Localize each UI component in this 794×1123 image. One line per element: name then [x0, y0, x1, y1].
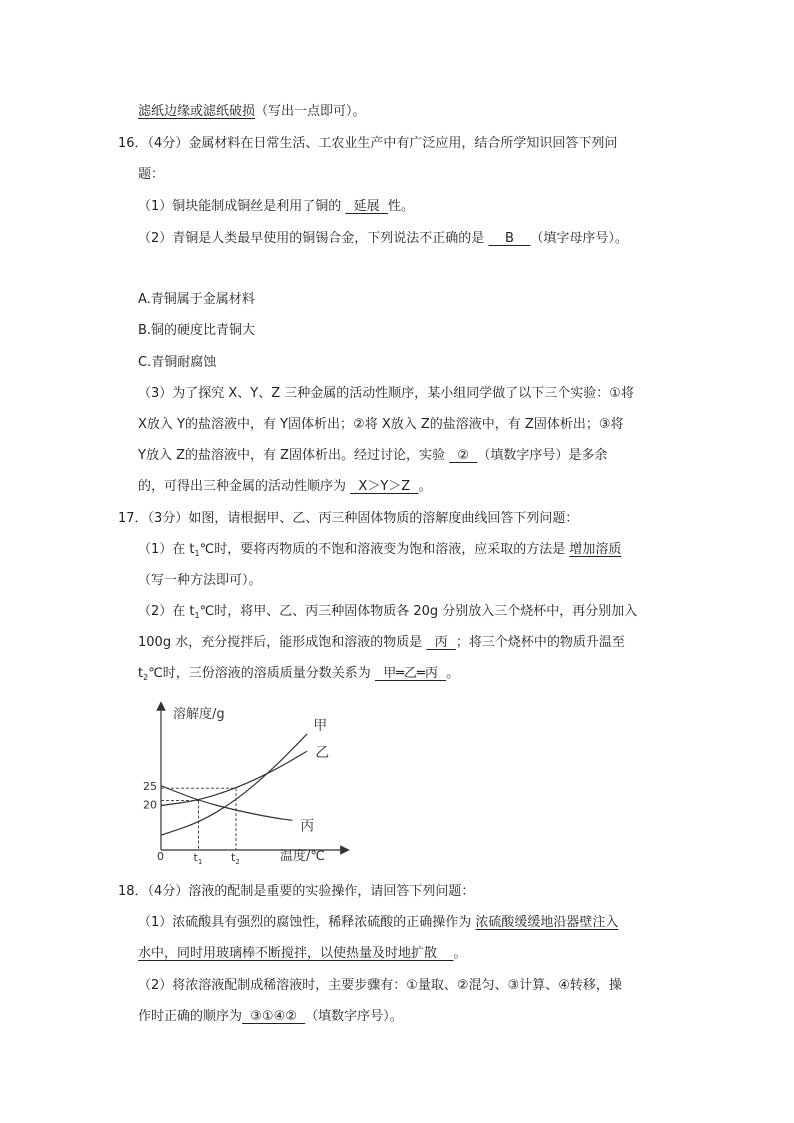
q17-part1-line2: （写一种方法即可）。	[138, 573, 262, 588]
q16-stem	[118, 135, 617, 153]
q16-part3-line1: （3）为了探究 X、Y、Z 三种金属的活动性顺序，某小组同学做了以下三个实验：①将	[138, 386, 634, 401]
q16-option-a: A.青铜属于金属材料	[138, 292, 255, 307]
q16-option-b: B.铜的硬度比青铜大	[138, 323, 256, 338]
q16-part1	[138, 198, 414, 216]
q16-part2-text: （2）青铜是人类最早使用的铜锡合金，下列说法不正确的是	[138, 231, 485, 246]
q15-answer-suffix: （写出一点即可）。	[255, 104, 366, 119]
q17-part2-line3-sub: 2	[143, 673, 149, 682]
q16-option-c: C.青铜耐腐蚀	[138, 355, 217, 370]
q17-part2-text-a: （2）在 t	[138, 604, 195, 619]
solubility-chart	[140, 700, 350, 870]
dashed-guides	[161, 788, 236, 850]
q17-part2-line3-text: ℃时，三份溶液的溶质质量分数关系为	[148, 666, 371, 681]
q16-part3-answer1: ②	[449, 448, 478, 463]
q17-part2-line3	[138, 665, 459, 687]
q18-part2-answer: ③①④②	[242, 1009, 306, 1024]
q18-part1-line1	[138, 914, 618, 932]
q17-stem-text: 如图，请根据甲、乙、丙三种固体物质的溶解度曲线回答下列问题：	[188, 511, 579, 526]
q17-part2-line1	[138, 603, 637, 625]
q17-part1-line1	[138, 541, 621, 563]
q16-part3-line4	[138, 478, 431, 496]
q16-part2	[138, 230, 628, 248]
q17-part2-line2-suffix: ；将三个烧杯中的物质升温至	[455, 635, 625, 650]
y-tick-20: 20	[143, 798, 157, 812]
q18-number: 18．（4分）	[118, 884, 189, 899]
q17-part1-answer: 增加溶质	[569, 542, 622, 557]
q17-part1-sub: 1	[194, 549, 200, 558]
q15-answer-line	[138, 103, 366, 121]
q16-part3-line3	[138, 447, 607, 465]
series-label-0: 甲	[313, 717, 328, 734]
q16-part2-answer: B	[488, 231, 531, 246]
q18-part2-suffix: （填数字序号）。	[305, 1009, 403, 1024]
q18-part2-line2	[138, 1008, 403, 1026]
q17-part2-sub: 1	[194, 611, 200, 620]
q17-part2-line2-text: 100g 水，充分搅拌后，能形成饱和溶液的物质是	[138, 635, 423, 650]
q18-stem-text: 溶液的配制是重要的实验操作，请回答下列问题：	[188, 884, 475, 899]
q18-stem	[118, 883, 474, 901]
q17-part2-line2	[138, 634, 625, 652]
q17-part1-text-b: ℃时，要将丙物质的不饱和溶液变为饱和溶液，应采取的方法是	[199, 542, 566, 557]
q16-part3-line3-text: Y放入 Z的盐溶液中，有 Z固体析出。经过讨论，实验	[138, 448, 446, 463]
q16-part3-line3-suffix: （填数字序号）是多余	[477, 448, 608, 463]
x-tick-t1: $t_1$	[193, 851, 203, 866]
x-axis-label: 温度/℃	[280, 849, 325, 864]
q17-stem	[118, 510, 578, 528]
y-axis-label: 溶解度/g	[173, 707, 225, 722]
x-tick-t2: $t_2$	[231, 851, 240, 866]
q16-stem-cont: 题：	[138, 167, 165, 182]
q18-part1-suffix: 。	[453, 946, 467, 961]
q17-part2-line3-suffix: 。	[446, 666, 460, 681]
q18-part1-answer-b: 水中，同时用玻璃棒不断搅拌，以使热量及时地扩散	[138, 946, 438, 961]
q16-part3-line4-text: 的，可得出三种金属的活动性顺序为	[138, 479, 347, 494]
y-tick-25: 25	[143, 780, 157, 794]
q17-part2-text-b: ℃时，将甲、乙、丙三种固体物质各 20g 分别放入三个烧杯中，再分别加入	[199, 604, 638, 619]
q17-part2-line3-t: t	[138, 666, 144, 681]
q16-part1-answer: 延展	[345, 199, 388, 214]
q18-part1-answer-a: 浓硫酸缓缓地沿器壁注入	[475, 915, 619, 930]
q16-part3-line4-suffix: 。	[418, 479, 432, 494]
q16-part1-text: （1）铜块能制成铜丝是利用了铜的	[138, 199, 342, 214]
q16-part3-answer2: X＞Y＞Z	[350, 479, 419, 494]
q16-part3-line2: X放入 Y的盐溶液中，有 Y固体析出；②将 X放入 Z的盐溶液中，有 Z固体析出；③将	[138, 417, 624, 432]
q18-part1-pad	[437, 945, 454, 963]
q16-number: 16．（4分）	[118, 136, 189, 151]
q18-part1-text: （1）浓硫酸具有强烈的腐蚀性，稀释浓硫酸的正确操作为	[138, 915, 472, 930]
q16-stem-text: 金属材料在日常生活、工农业生产中有广泛应用，结合所学知识回答下列问	[188, 136, 618, 151]
series-label-1: 乙	[315, 745, 330, 762]
q18-part2-line1: （2）将浓溶液配制成稀溶液时，主要步骤有：①量取、②混匀、③计算、④转移，操	[138, 978, 622, 993]
q17-part2-answer1: 丙	[426, 635, 456, 650]
q16-part1-suffix: 性。	[387, 199, 414, 214]
curve-1	[161, 751, 307, 805]
origin-label: 0	[157, 850, 164, 863]
q15-answer: 滤纸边缘或滤纸破损	[138, 104, 256, 119]
q17-part2-answer2: 甲═乙═丙	[374, 666, 447, 681]
series-label-2: 丙	[300, 818, 315, 835]
curves	[161, 718, 329, 835]
q16-part2-suffix: （填字母序号）。	[530, 231, 628, 246]
q17-part1-text-a: （1）在 t	[138, 542, 195, 557]
q18-part1-line2	[138, 945, 467, 963]
q17-number: 17．（3分）	[118, 511, 189, 526]
q18-part2-text: 作时正确的顺序为	[138, 1009, 243, 1024]
